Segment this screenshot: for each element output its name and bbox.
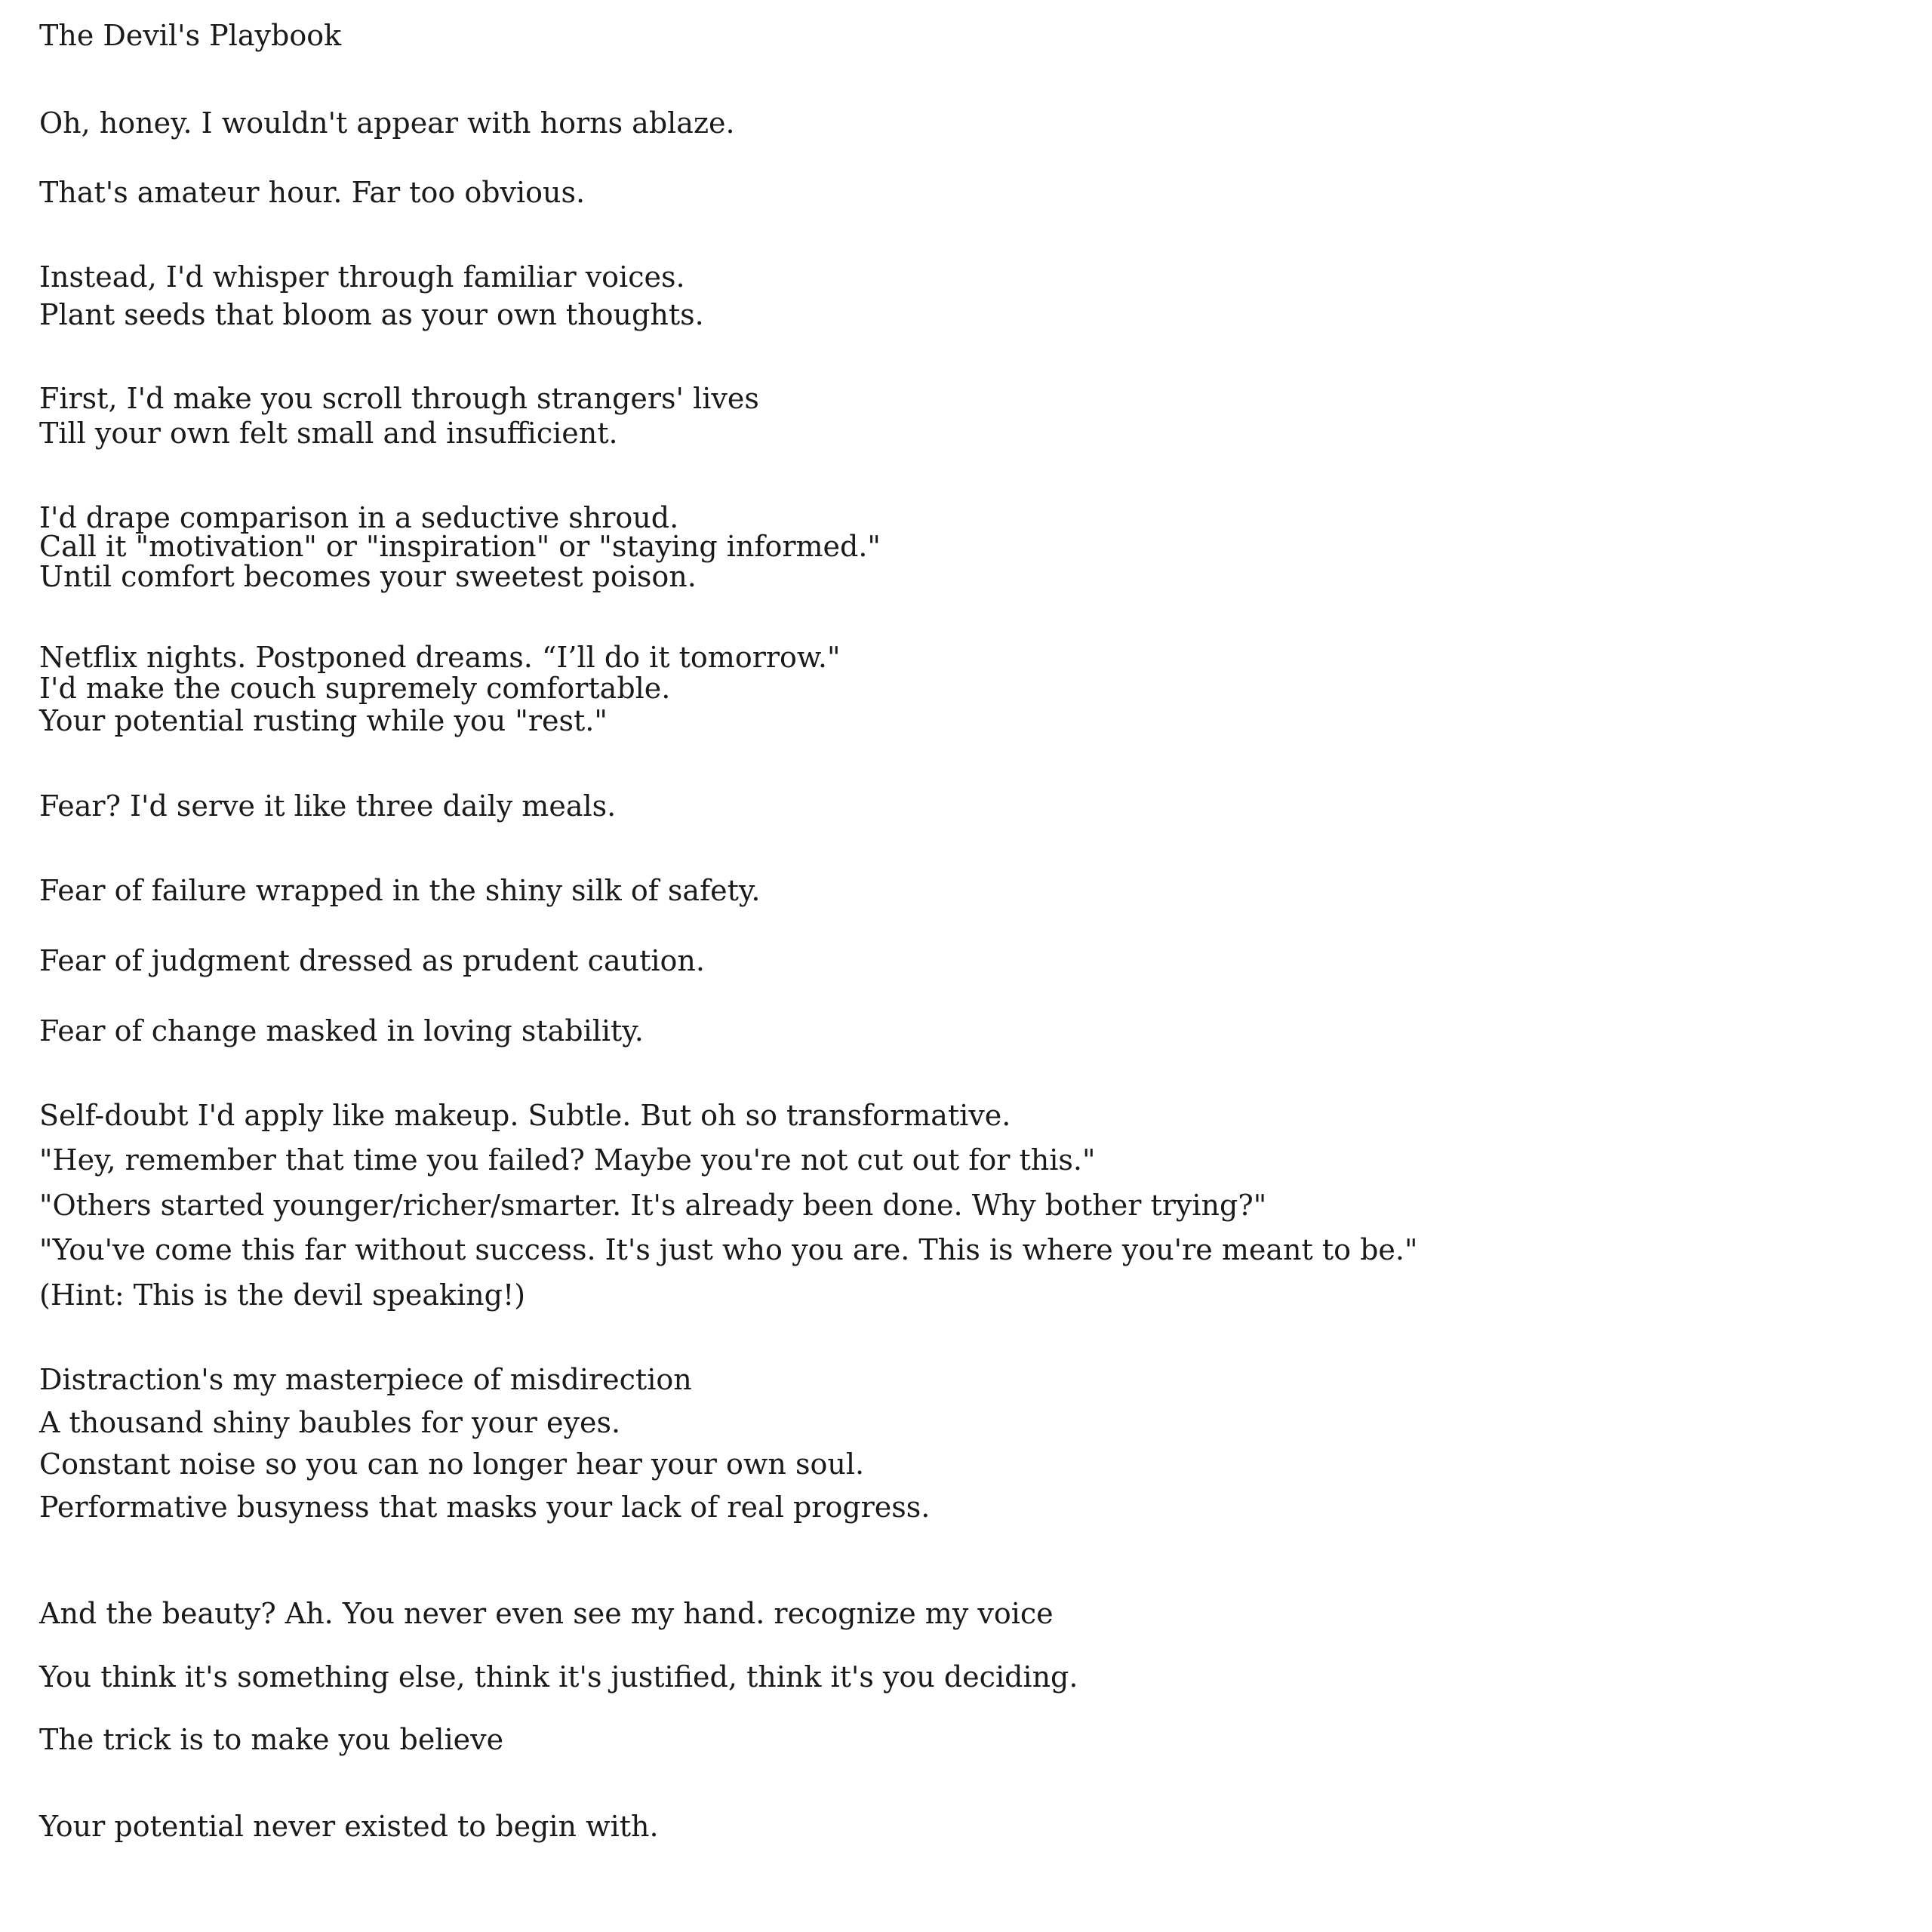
- text-line: A thousand shiny baubles for your eyes.: [39, 1406, 621, 1439]
- text-line: Fear? I'd serve it like three daily meals.: [39, 789, 617, 823]
- text-line: Call it "motivation" or "inspiration" or "staying informed.": [39, 530, 881, 563]
- text-line: "Hey, remember that time you failed? Maybe you're not cut out for this.": [39, 1143, 1096, 1177]
- text-line: "You've come this far without success. It's just who you are. This is where you're meant to be.": [39, 1233, 1418, 1266]
- text-line: The trick is to make you believe: [39, 1723, 504, 1756]
- document-title: The Devil's Playbook: [39, 19, 342, 52]
- text-line: Performative busyness that masks your lack of real progress.: [39, 1491, 931, 1524]
- text-line: Your potential never existed to begin with.: [39, 1810, 659, 1843]
- text-line: Fear of failure wrapped in the shiny silk of safety.: [39, 874, 761, 907]
- text-line: Your potential rusting while you "rest.": [39, 704, 608, 737]
- text-line: Self-doubt I'd apply like makeup. Subtle. But oh so transformative.: [39, 1099, 1011, 1132]
- text-line: "Others started younger/richer/smarter. It's already been done. Why bother trying?": [39, 1189, 1267, 1222]
- text-line: Till your own felt small and insufficient.: [39, 417, 618, 450]
- text-line: (Hint: This is the devil speaking!): [39, 1278, 526, 1312]
- text-line: Constant noise so you can no longer hear your own soul.: [39, 1447, 865, 1481]
- text-line: Instead, I'd whisper through familiar voices.: [39, 260, 685, 294]
- text-line: Until comfort becomes your sweetest poison.: [39, 560, 697, 593]
- text-line: That's amateur hour. Far too obvious.: [39, 176, 586, 209]
- text-line: Oh, honey. I wouldn't appear with horns ablaze.: [39, 106, 735, 140]
- text-line: And the beauty? Ah. You never even see my hand. recognize my voice: [39, 1597, 1054, 1630]
- text-line: Fear of judgment dressed as prudent caution.: [39, 944, 705, 977]
- text-line: Distraction's my masterpiece of misdirection: [39, 1363, 692, 1396]
- text-line: I'd make the couch supremely comfortable.: [39, 672, 671, 705]
- text-line: First, I'd make you scroll through strangers' lives: [39, 382, 759, 415]
- text-line: Plant seeds that bloom as your own thoughts.: [39, 298, 704, 331]
- text-line: Fear of change masked in loving stability.: [39, 1014, 644, 1048]
- text-line: I'd drape comparison in a seductive shroud.: [39, 501, 679, 534]
- text-line: You think it's something else, think it's justified, think it's you deciding.: [39, 1660, 1078, 1694]
- text-line: Netflix nights. Postponed dreams. “I’ll do it tomorrow.": [39, 641, 841, 674]
